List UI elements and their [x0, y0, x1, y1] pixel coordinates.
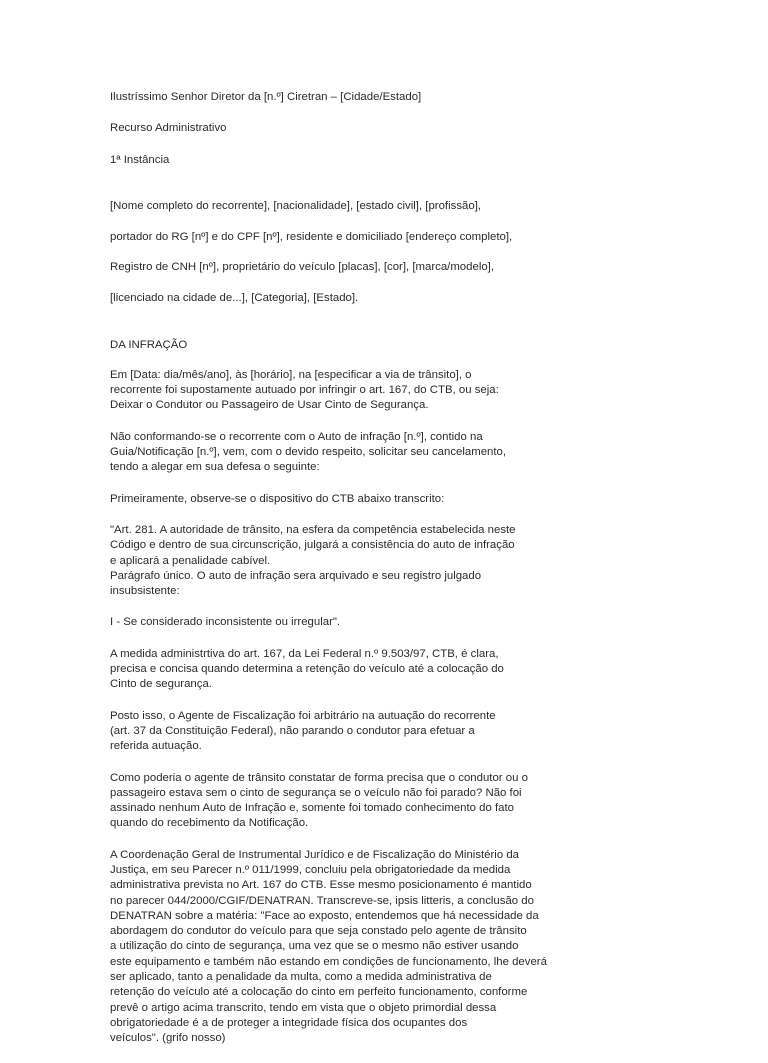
text-line: assinado nenhum Auto de Infração e, somente foi tomado conhecimento do fato [110, 802, 515, 815]
text-line: Deixar o Condutor ou Passageiro de Usar Cinto de Segurança. [110, 399, 429, 412]
text-line: obrigatoriedade é a de proteger a integridade física dos ocupantes dos [110, 1016, 468, 1029]
body-paragraph [110, 848, 570, 1047]
document-type: Recurso Administrativo [110, 122, 227, 135]
text-line: Posto isso, o Agente de Fiscalização foi arbitrário na autuação do recorrente [110, 709, 496, 722]
text-line: Parágrafo único. O auto de infração sera arquivado e seu registro julgado [110, 569, 482, 582]
text-line: Justiça, em seu Parecer n.º 011/1999, concluiu pela obrigatoriedade da medida [110, 863, 511, 876]
text-line: no parecer 044/2000/CGIF/DENATRAN. Transcreve-se, ipsis litteris, a conclusão do [110, 894, 534, 907]
body-paragraph [110, 615, 570, 630]
addressee-line: Ilustríssimo Senhor Diretor da [n.º] Ciretran – [Cidade/Estado] [110, 91, 422, 103]
text-line: recorrente foi supostamente autuado por infringir o art. 167, do CTB, ou seja: [110, 384, 499, 397]
text-line: abordagem do condutor do veículo para que seja constado pelo agente de trânsito [110, 925, 527, 938]
text-line: A medida administrtiva do art. 167, da Lei Federal n.º 9.503/97, CTB, é clara, [110, 647, 499, 660]
body-paragraph [110, 492, 570, 507]
text-line: Registro de CNH [nº], proprietário do veículo [placas], [cor], [marca/modelo], [110, 261, 495, 274]
text-line: retenção do veículo até a colocação do cinto em perfeito funcionamento, conforme [110, 986, 528, 999]
text-line: "Art. 281. A autoridade de trânsito, na esfera da competência estabelecida neste [110, 523, 516, 536]
text-line: Primeiramente, observe-se o dispositivo do CTB abaixo transcrito: [110, 492, 445, 505]
body-paragraph [110, 368, 570, 414]
document-page [110, 90, 570, 1063]
body-paragraphs [110, 368, 570, 1047]
text-line: e aplicará a penalidade cabível. [110, 554, 271, 567]
body-paragraph [110, 647, 570, 693]
text-line: passageiro estava sem o cinto de segurança se o veículo não foi parado? Não foi [110, 786, 522, 799]
body-paragraph [110, 523, 570, 599]
text-line: Em [Data: dia/mês/ano], às [horário], na [especificar a via de trânsito], o [110, 368, 472, 381]
text-line: insubsistente: [110, 585, 180, 598]
body-paragraph [110, 771, 570, 832]
text-line: [Nome completo do recorrente], [nacionalidade], [estado civil], [profissão], [110, 200, 482, 213]
text-line: Código e dentro de sua circunscrição, julgará a consistência do auto de infração [110, 539, 515, 552]
text-line: Como poderia o agente de trânsito constatar de forma precisa que o condutor ou o [110, 771, 528, 784]
text-line: a utilização do cinto de segurança, uma vez que se o mesmo não estiver usando [110, 940, 519, 953]
instance-label: 1ª Instância [110, 153, 170, 166]
text-line: (art. 37 da Constituição Federal), não parando o condutor para efetuar a [110, 724, 475, 737]
text-line: portador do RG [nº] e do CPF [nº], residente e domiciliado [endereço completo], [110, 230, 513, 243]
text-line: A Coordenação Geral de Instrumental Jurídico e de Fiscalização do Ministério da [110, 848, 520, 861]
text-line: quando do recebimento da Notificação. [110, 817, 309, 830]
text-line: Guia/Notificação [n.º], vem, com o devido respeito, solicitar seu cancelamento, [110, 446, 507, 459]
text-line: Não conformando-se o recorrente com o Auto de infração [n.º], contido na [110, 430, 483, 443]
text-line: DENATRAN sobre a matéria: "Face ao exposto, entendemos que há necessidade da [110, 909, 539, 922]
section-title: DA INFRAÇÃO [110, 338, 188, 351]
text-line: Cinto de segurança. [110, 678, 212, 691]
text-line: [licenciado na cidade de...], [Categoria], [Estado]. [110, 291, 359, 304]
text-line: ser aplicado, tanto a penalidade da multa, como a medida administrativa de [110, 971, 492, 984]
text-line: este equipamento e também não estando em condições de funcionamento, lhe deverá [110, 955, 547, 968]
text-line: referida autuação. [110, 740, 202, 753]
text-line: veículos". (grifo nosso) [110, 1032, 226, 1045]
qualification-paragraph [110, 184, 570, 322]
text-line: administrativa prevista no Art. 167 do CTB. Esse mesmo posicionamento é mantido [110, 879, 532, 892]
text-line: precisa e concisa quando determina a retenção do veículo até a colocação do [110, 663, 504, 676]
body-paragraph [110, 709, 570, 755]
text-line: prevê o artigo acima transcrito, tendo em vista que o objeto primordial dessa [110, 1001, 497, 1014]
text-line: tendo a alegar em sua defesa o seguinte: [110, 461, 320, 474]
body-paragraph [110, 430, 570, 476]
text-line: I - Se considerado inconsistente ou irregular". [110, 616, 341, 629]
